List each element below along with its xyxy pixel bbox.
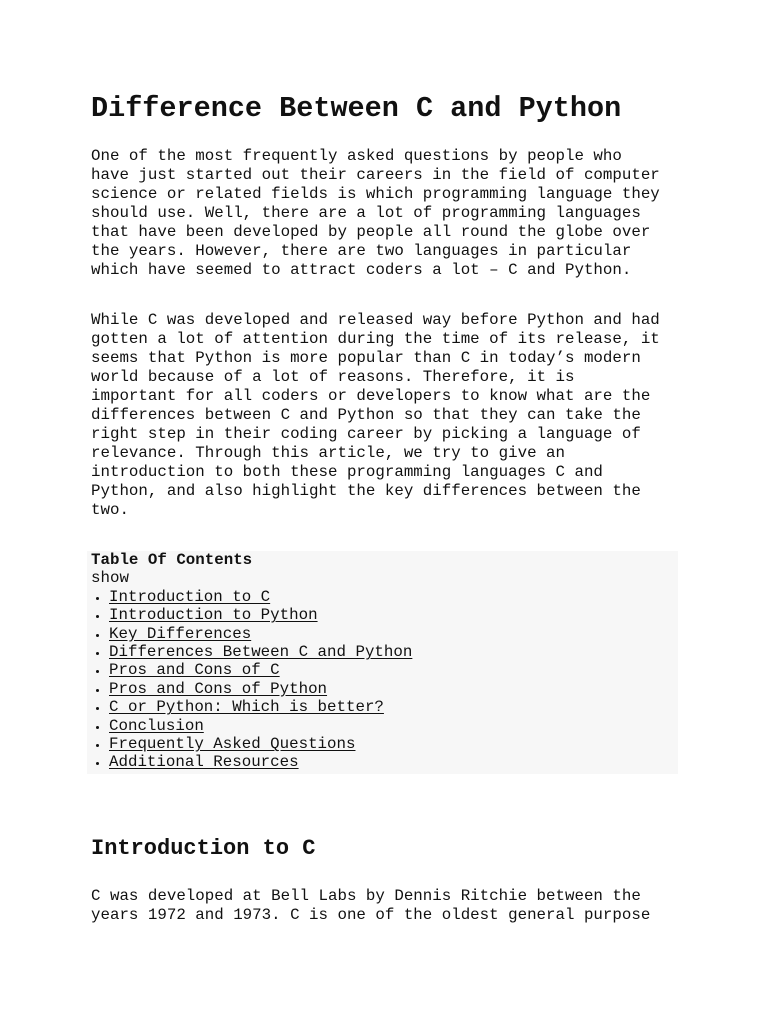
toc-item: [109, 698, 678, 716]
toc-toggle-show[interactable]: show: [91, 569, 129, 588]
page-title: Difference Between C and Python: [91, 92, 622, 125]
section-heading-introduction-to-c: Introduction to C: [91, 835, 316, 861]
toc-item: [109, 717, 678, 735]
toc-link-introduction-to-python[interactable]: Introduction to Python: [109, 606, 318, 625]
toc-item: [109, 680, 678, 698]
toc-list: [91, 588, 678, 772]
toc-item: [109, 753, 678, 771]
toc-link-differences-between-c-and-python[interactable]: Differences Between C and Python: [109, 643, 413, 662]
toc-item: [109, 606, 678, 624]
toc-link-key-differences[interactable]: Key Differences: [109, 624, 252, 643]
toc-item: [109, 625, 678, 643]
toc-link-pros-and-cons-of-c[interactable]: Pros and Cons of C: [109, 661, 280, 680]
toc-title: Table Of Contents: [91, 551, 253, 569]
toc-item: [109, 588, 678, 606]
toc-link-conclusion[interactable]: Conclusion: [109, 716, 204, 735]
toc-item: [109, 735, 678, 753]
toc-link-frequently-asked-questions[interactable]: Frequently Asked Questions: [109, 735, 356, 754]
toc-link-introduction-to-c[interactable]: Introduction to C: [109, 587, 271, 606]
toc-link-c-or-python-which-is-better[interactable]: C or Python: Which is better?: [109, 698, 384, 717]
toc-link-additional-resources[interactable]: Additional Resources: [109, 753, 299, 772]
table-of-contents: [87, 551, 678, 774]
toc-link-pros-and-cons-of-python[interactable]: Pros and Cons of Python: [109, 679, 328, 698]
section-c-paragraph-1: C was developed at Bell Labs by Dennis Ritchie between the years 1972 and 1973. C is one of the oldest general purpose: [91, 886, 651, 924]
intro-paragraph-2: While C was developed and released way before Python and had gotten a lot of attention during the time of its release, it seems that Python is more popular than C in today’s modern world because of a lot of reasons. Therefore, it is important for all coders or developers to know what are the differences between C and Python so that they can take the right step in their coding career by picking a language of relevance. Through this article, we try to give an introduction to both these programming languages C and Python, and also highlight the key differences between the two.: [91, 311, 660, 519]
intro-paragraph-1: One of the most frequently asked questions by people who have just started out their careers in the field of computer science or related fields is which programming language they should use. Well, there are a lot of programming languages that have been developed by people all round the globe over the years. However, there are two languages in particular which have seemed to attract coders a lot – C and Python.: [91, 147, 660, 279]
toc-item: [109, 643, 678, 661]
article-page: [91, 0, 678, 925]
toc-item: [109, 661, 678, 679]
